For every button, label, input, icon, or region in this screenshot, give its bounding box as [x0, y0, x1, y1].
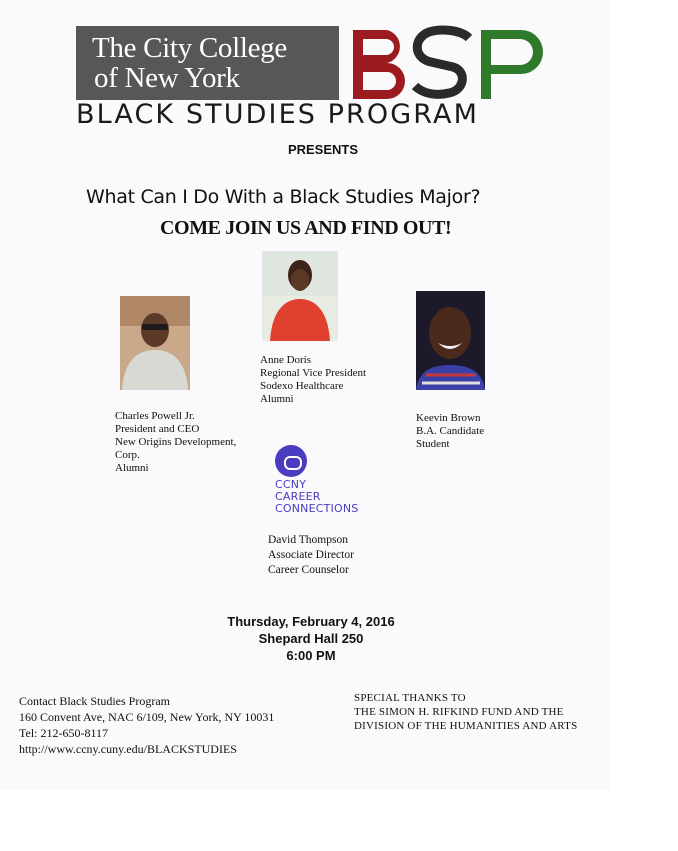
career-connections-logo: [272, 443, 362, 521]
contact-phone: Tel: 212-650-8117: [19, 726, 109, 740]
career-logo-line2: CAREER: [275, 490, 321, 503]
thanks-line2: THE SIMON H. RIFKIND FUND AND THE: [354, 706, 564, 718]
speaker-company-suffix: Corp.: [115, 449, 140, 461]
speaker-title: Associate Director: [268, 549, 354, 561]
caption-anne-doris: [260, 354, 366, 406]
speaker-status: Alumni: [260, 393, 294, 405]
caption-keevin-brown: [416, 412, 484, 451]
speaker-title: Regional Vice President: [260, 367, 367, 379]
photo-keevin-brown: [416, 291, 485, 390]
contact-info: [19, 693, 274, 757]
program-title: BLACK STUDIES PROGRAM: [76, 99, 479, 130]
caption-charles-powell: [115, 410, 236, 475]
caption-david-thompson: [268, 533, 354, 578]
speaker-name: Charles Powell Jr.: [115, 410, 195, 422]
event-subhead: COME JOIN US AND FIND OUT!: [160, 217, 452, 239]
event-location: Shepard Hall 250: [258, 631, 364, 646]
bsp-logo: [349, 24, 553, 104]
photo-anne-doris: [262, 251, 338, 341]
speaker-company: New Origins Development,: [115, 436, 237, 448]
event-details: [200, 613, 422, 664]
contact-heading: Contact Black Studies Program: [19, 694, 170, 708]
speaker-role: Career Counselor: [268, 564, 349, 576]
speaker-name: Keevin Brown: [416, 412, 481, 424]
ccny-logo-line1: The City College: [92, 32, 287, 64]
ccny-logo-line2: of New York: [94, 62, 240, 94]
speaker-title: President and CEO: [115, 423, 200, 435]
contact-address: 160 Convent Ave, NAC 6/109, New York, NY 10031: [19, 710, 275, 724]
ccny-logo: [76, 26, 339, 100]
speaker-company: Sodexo Healthcare: [260, 380, 344, 392]
event-time: 6:00 PM: [286, 648, 336, 663]
speaker-status: Student: [416, 438, 450, 450]
speaker-status: Alumni: [115, 462, 149, 474]
speaker-name: Anne Doris: [260, 354, 312, 366]
contact-url[interactable]: http://www.ccny.cuny.edu/BLACKSTUDIES: [19, 742, 237, 756]
thanks-heading: SPECIAL THANKS TO: [354, 692, 466, 704]
event-date: Thursday, February 4, 2016: [227, 614, 395, 629]
career-connections-icon: [275, 445, 307, 477]
speaker-name: David Thompson: [268, 534, 348, 546]
career-logo-line1: CCNY: [275, 478, 307, 491]
career-logo-line3: CONNECTIONS: [275, 502, 359, 515]
special-thanks: [354, 691, 577, 733]
event-headline: What Can I Do With a Black Studies Major?: [86, 186, 481, 208]
speaker-title: B.A. Candidate: [416, 425, 485, 437]
photo-charles-powell: [120, 296, 190, 390]
presents-label: PRESENTS: [287, 142, 359, 157]
thanks-line3: DIVISION OF THE HUMANITIES AND ARTS: [354, 720, 578, 732]
